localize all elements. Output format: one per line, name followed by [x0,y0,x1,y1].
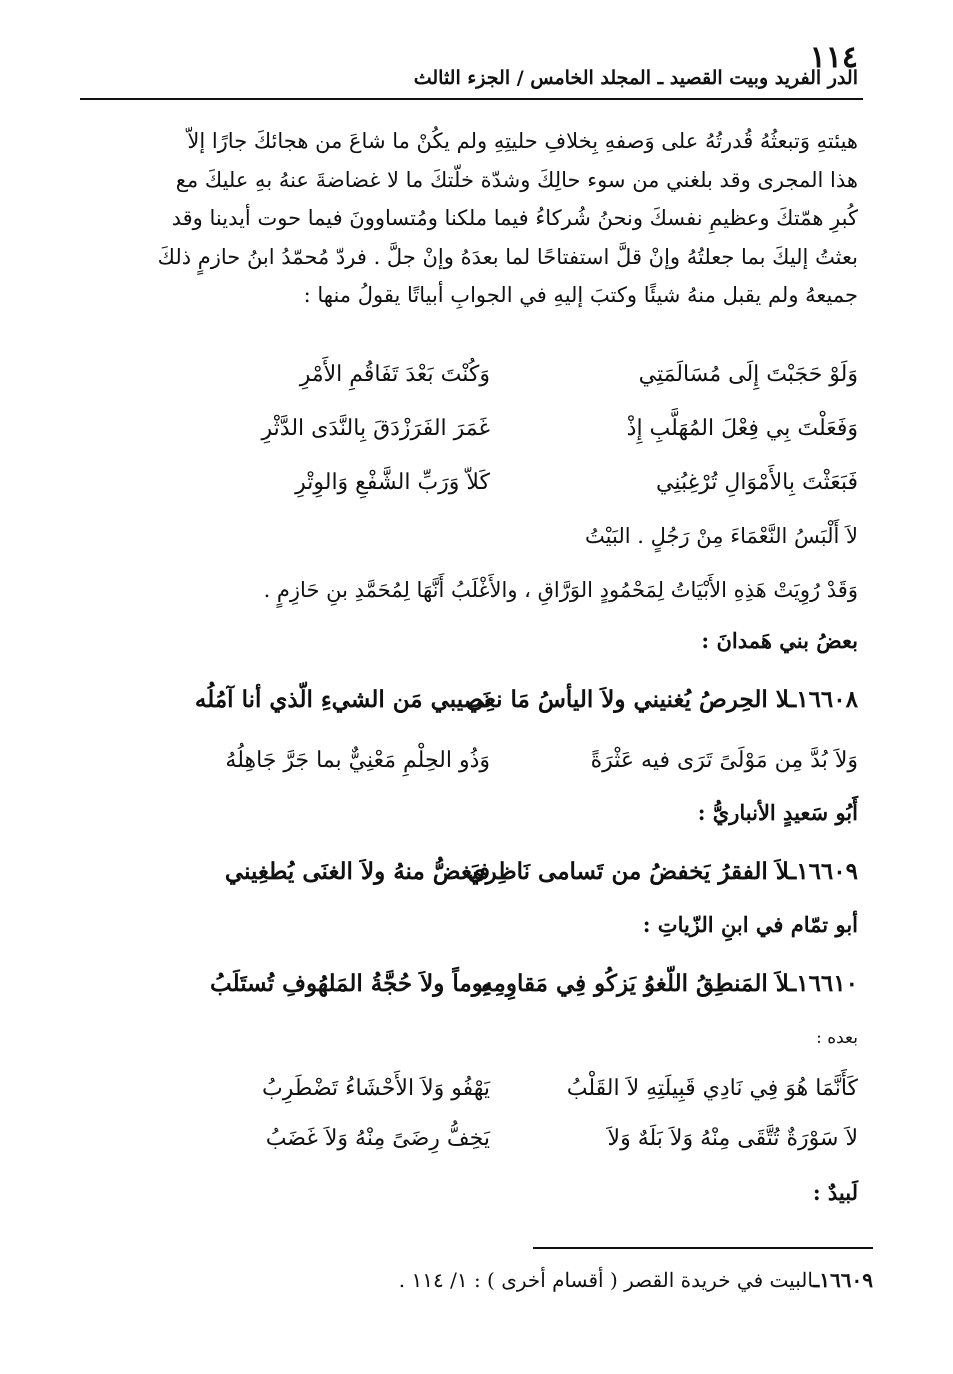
prose-line: هيئتهِ وَتبعثُهُ قُدرتُهُ على وَصفهِ بِخلافِ حليتِهِ ولم يكُنْ ما شاعَ من هجائكَ جارًا إلاّ [187,129,858,153]
verse-line [80,1076,858,1120]
verse-second-hemistich: يوماً ولاَ حُجَّةُ المَلهُوفِ تُستَلَبُ [210,970,490,997]
verse-first-hemistich [438,858,858,885]
prose-line: بعثتُ إليكَ بما جعلتُهُ وإنْ قلَّ استفتاحًا لما بعدَهُ وإنْ جلَّ . فردّ مُحمّدُ ابنُ حازمٍ ذلكَ [157,244,858,269]
running-title: الدر الفريد وبيت القصيد ـ المجلد الخامس / الجزء الثالث [413,67,858,89]
attribution-note: وَقَدْ رُوِيَتْ هَذِهِ الأَبْيَاتُ لِمَحْمُودٍ الوَرَّاقِ ، والأَغْلَبُ أَنَّهَا لِمُحَمَّدِ بنِ حَازِمٍ . [263,578,858,602]
verse-line [80,362,858,406]
verse-second-hemistich: فيَغضُّ منهُ ولاَ الغنَى يُطغِيني [224,858,490,885]
prose-line: هذا المجرى وقد بلغني من سوء حالِكَ وشدّة خلّتكَ ما لا غضاضةَ عنهُ بهِ عليكَ مع [175,167,858,192]
after-label: بعده : [816,1028,858,1048]
page-number: ١١٤ [809,40,858,75]
verse-line [80,470,858,514]
verse-number: ١٦٦١٠ـ [789,970,858,997]
footnote-text: البيت في خريدة القصر ( أقسام أخرى ) : ١/ ١١٤ . [398,1268,814,1292]
prose-line: جميعهُ ولم يقبل منهُ شيئًا وكتبَ إليهِ في الجوابِ أبياتًا يقولُ منها : [303,283,858,307]
verse-second-hemistich: كَلاّ وَرَبِّ الشَّفْعِ وَالوِتْرِ [295,470,490,495]
verse-text: لاَ المَنطِقُ اللّغوُ يَزكُو فِي مَقاوِمِهِ [481,970,790,997]
numbered-verse [80,686,858,730]
verse-second-hemistich: يَهْفُو وَلاَ الأَحْشَاءُ تَضْطَرِبُ [262,1076,490,1101]
verse-reference-line: لاَ أَلْبَسُ النَّعْمَاءَ مِنْ رَجُلٍ . البَيْتُ [585,524,858,548]
verse-line [80,416,858,460]
verse-text: لا الحِرصُ يُغنيني ولاَ اليأسُ مَا نعِي [465,686,790,713]
numbered-verse [80,970,858,1014]
verse-number: ١٦٦٠٩ـ [789,858,858,885]
verse-number: ١٦٦٠٨ـ [789,686,858,713]
verse-first-hemistich: كَأَنَّمَا هُوَ فِي نَادِي قَبِيلَتِهِ لاَ القَلْبُ [566,1076,858,1101]
footnote [80,1268,873,1292]
numbered-verse [80,858,858,902]
verse-first-hemistich: وَلاَ بُدَّ مِن مَوْلَىً تَرَى فيه عَثْرَةً [590,748,858,773]
footnote-number: ١٦٦٠٩ـ [813,1268,873,1292]
verse-first-hemistich: فَبَعَثْتَ بِالأَمْوَالِ تُرْغِبُنِي [656,470,858,495]
verse-second-hemistich: غَمَرَ الفَرَزْدَقَ بِالنَّدَى الدَّثْرِ [261,416,490,441]
prose-paragraph [80,122,858,315]
verse-line [80,748,858,792]
section-heading: أَبُو سَعيدٍ الأنباريُّ : [697,800,858,825]
prose-line: كُبرِ همّتكَ وعظيمِ نفسكَ ونحنُ شُركاءُ فيما ملكنا ومُتساوونَ فيما حوت أيدينا وقد [171,206,858,230]
footnote-rule [533,1247,873,1249]
verse-first-hemistich [438,970,858,997]
verse-second-hemistich: نَصيبي مَن الشيءِ الّذي أنا آمُلُه [194,686,490,713]
verse-first-hemistich [438,686,858,713]
section-heading: أبو تمّام في ابنِ الزّياتِ : [642,912,858,937]
verse-text: لاَ الفقرُ يَخفضُ من تَسامى نَاظِري [467,858,790,885]
verse-first-hemistich: لاَ سَوْرَةٌ تُتَّقَى مِنْهُ وَلاَ بَلَهٌ وَلاَ [607,1126,858,1151]
verse-first-hemistich: وَلَوْ حَجَبْتَ إِلَى مُسَالَمَتِي [638,362,858,387]
verse-first-hemistich: وَفَعَلْتَ بِي فِعْلَ المُهَلَّبِ إِذْ [626,416,858,441]
section-heading: بعضُ بني هَمدانَ : [701,628,858,653]
section-heading: لَبيدٌ : [812,1180,858,1205]
header-rule [80,98,863,100]
verse-line [80,1126,858,1170]
verse-second-hemistich: يَخِفُّ رِضَىً مِنْهُ وَلاَ غَضَبُ [265,1126,490,1151]
verse-second-hemistich: وَكُنْتَ بَعْدَ تَفَاقُمِ الأَمْرِ [299,362,490,387]
verse-second-hemistich: وَذُو الحِلْمِ مَعْنِيٌّ بما جَرَّ جَاهِلُهُ [225,748,490,773]
